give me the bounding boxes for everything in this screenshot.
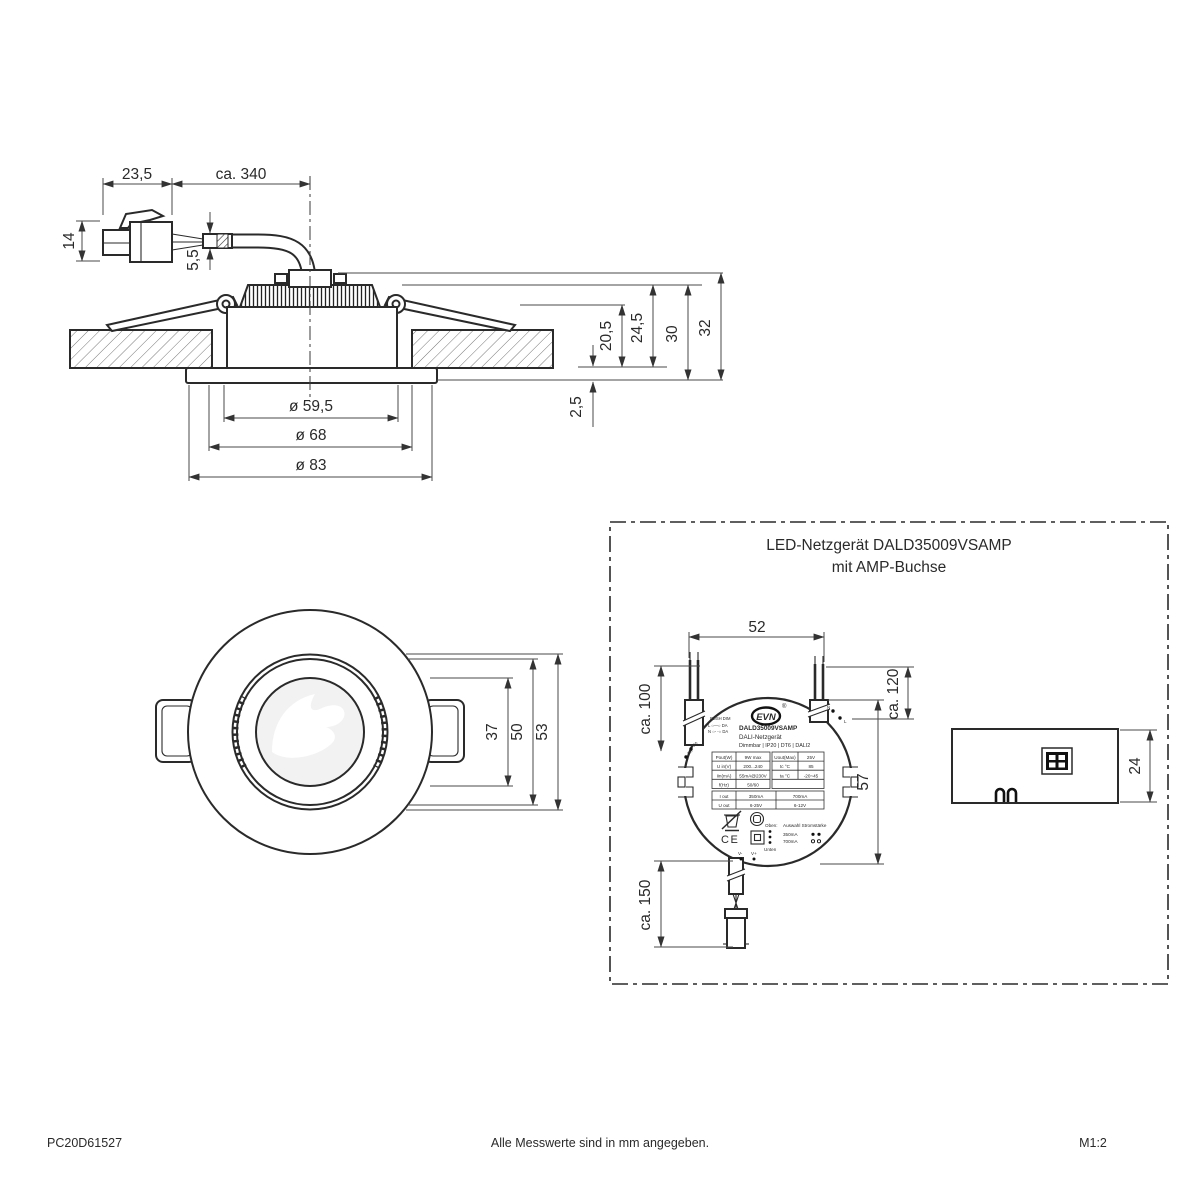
sel-350-dot	[811, 833, 814, 836]
psu-panel	[610, 522, 1168, 984]
terminal-mark-n: N	[827, 705, 831, 710]
amp-socket-body	[727, 918, 745, 948]
sel-700-label: 700mA	[783, 839, 798, 844]
luminaire-can	[227, 307, 397, 368]
terminal-dot-da2	[684, 755, 687, 758]
spec-cell: 200...240	[743, 764, 763, 770]
dim-label-height-30: 30	[664, 325, 681, 343]
product-type: DALI-Netzgerät	[739, 734, 782, 741]
spec-cell: -20~45	[803, 773, 819, 779]
doc-number: PC20D61527	[47, 1136, 123, 1150]
spec-cell: Iin(mA)	[716, 773, 732, 779]
vminus-dot	[740, 858, 743, 861]
dim-label-side-height: 24	[1127, 757, 1144, 775]
evn-logo-text: EVN	[756, 712, 776, 723]
terminal-mark-da1: DA	[691, 740, 699, 748]
spec-cell: U in(V)	[716, 764, 732, 770]
model-number: DALD35009VSAMP	[739, 725, 798, 732]
dim-label-depth-clips: 24,5	[629, 312, 646, 344]
dim-label-dia-inner: ø 68	[295, 427, 327, 444]
notch-blank	[674, 768, 694, 796]
dim-label-psu-diameter: 57	[855, 773, 872, 791]
cross-section-view	[61, 166, 723, 481]
wiring-line-n: N ○- -○ DA	[708, 729, 729, 734]
selector-dot	[769, 841, 772, 844]
amp-socket-collar	[725, 909, 747, 918]
spec-cell: 9W max	[744, 755, 762, 760]
auswahl-label: Auswahl Stromstärke	[783, 823, 827, 828]
psu-notch-left	[674, 767, 694, 797]
spec-cell: f(Hz)	[719, 782, 729, 788]
drawing-scale: M1:2	[1079, 1136, 1107, 1150]
spec-cell: 50/60	[747, 782, 759, 788]
ceiling-hatch-left	[70, 330, 212, 368]
plug-body	[130, 222, 172, 262]
spec-cell: Uout(Max)	[774, 755, 796, 760]
clamp-screw-left	[275, 274, 287, 283]
sel-350-dot	[817, 833, 820, 836]
psu-title-line2: mit AMP-Buchse	[831, 559, 947, 576]
vplus-label: V+	[751, 851, 757, 856]
dim-label-plug-width: 23,5	[121, 166, 153, 183]
selector-dot	[769, 830, 772, 833]
dim-label-plug-height: 14	[61, 232, 78, 250]
selector-dot	[769, 836, 772, 839]
ceiling-hatch-right	[412, 330, 553, 368]
dim-label-cable-length: ca. 340	[215, 166, 267, 183]
spring-clip-left	[107, 295, 237, 331]
dim-label-cable-dia: 5,5	[185, 249, 202, 271]
dim-label-dia-flange: ø 83	[295, 457, 327, 474]
psu-side-view	[952, 729, 1157, 803]
registered-mark: ®	[782, 704, 787, 710]
spec-cell: ta °C	[779, 773, 791, 779]
dim-label-dia-ring-inner: 50	[509, 723, 526, 741]
terminal-dot-l	[838, 716, 841, 719]
amp-pin	[1059, 755, 1066, 760]
dim-label-wires-right: ca. 120	[885, 668, 902, 720]
feature-list: Dimmbar | IP20 | DT6 | DALI2	[739, 743, 811, 749]
amp-pin	[1059, 763, 1066, 768]
psu-foot	[1008, 789, 1016, 802]
vplus-dot	[753, 858, 756, 861]
dim-label-dia-ring-outer: 53	[534, 723, 551, 741]
dim-label-wire-spacing: 52	[748, 619, 766, 636]
dim-label-dia-cutout: ø 59,5	[289, 398, 333, 415]
trim-flange	[186, 368, 437, 383]
spec-cell: Pout(W)	[715, 755, 733, 760]
push-dim-label: PUSH DIM	[710, 716, 731, 721]
footer	[47, 1136, 1107, 1150]
out-cell: 350mA	[748, 793, 764, 799]
spec-cell: 85	[808, 764, 814, 770]
amp-pin	[1049, 763, 1056, 768]
out-cell: 6-25V	[749, 802, 763, 808]
clamp-screw-right	[334, 274, 346, 283]
spring-clip-right	[385, 295, 515, 331]
out-cell: 6-12V	[793, 802, 807, 808]
spec-cell: 55mA@230V	[739, 773, 767, 779]
psu-title-line1: LED-Netzgerät DALD35009VSAMP	[766, 537, 1012, 554]
dim-label-wire-bottom: ca. 150	[637, 879, 654, 931]
vminus-label: V-	[738, 851, 743, 856]
dim-label-depth-body: 20,5	[598, 320, 615, 352]
dim-label-wires-left: ca. 100	[637, 683, 654, 735]
ce-mark: CE	[721, 834, 740, 846]
amp-plug	[103, 210, 232, 262]
oben-label: Oben:	[765, 823, 778, 828]
wiring-line-l: L ○—○ DA	[708, 723, 728, 728]
spec-cell: tc °C	[779, 764, 791, 770]
plug-wire-1	[172, 234, 203, 239]
psu-foot	[996, 789, 1004, 802]
spec-cell: 25V	[806, 755, 816, 760]
front-view	[156, 610, 563, 854]
psu-side-body	[952, 729, 1118, 803]
dim-label-dia-lens: 37	[484, 723, 501, 741]
dim-label-flange-offset: 2,5	[568, 396, 585, 418]
terminal-dot-n	[831, 709, 834, 712]
amp-pin	[1049, 755, 1056, 760]
out-cell: U out	[718, 802, 730, 808]
dim-label-height-32: 32	[697, 319, 714, 337]
out-cell: I out	[719, 793, 729, 799]
terminal-mark-da2: DA	[686, 748, 694, 756]
terminal-mark-l: L	[844, 719, 847, 724]
psu-wires-top-right	[808, 656, 830, 722]
psu-cable-bottom	[723, 858, 749, 948]
out-cell: 700mA	[792, 793, 808, 799]
cable-ferrule-hatch	[217, 234, 228, 248]
sel-350-label: 350mA	[783, 832, 798, 837]
unten-label: Unten	[764, 847, 777, 852]
units-note: Alle Messwerte sind in mm angegeben.	[490, 1136, 710, 1150]
